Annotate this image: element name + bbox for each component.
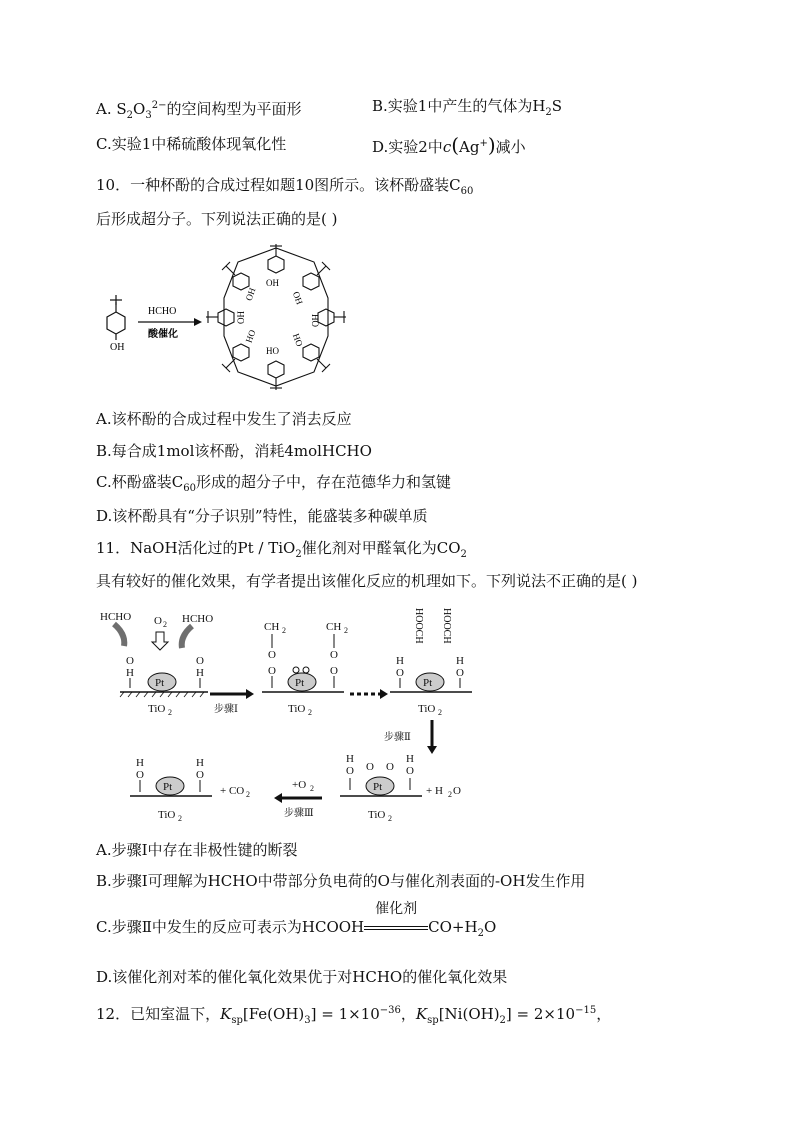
q9-option-c: C.实验1中稀硫酸体现氧化性 bbox=[96, 135, 287, 153]
svg-text:HO: HO bbox=[243, 328, 258, 345]
mechanism-figure bbox=[96, 604, 496, 828]
svg-text:2: 2 bbox=[168, 708, 172, 717]
svg-text:H: H bbox=[196, 667, 204, 679]
q10-option-c: C.杯酚盛装$C_{60}$形成的超分子中，存在范德华力和氢键 bbox=[96, 473, 451, 494]
q11-stem-line1: 11．NaOH活化过的Pt / TiO$_2$催化剂对甲醛氧化为$CO_2$ bbox=[96, 539, 467, 560]
q11-option-c: C.步骤Ⅱ中发生的反应可表示为HCOOH 催化剂 $CO+H_2O$ bbox=[96, 901, 497, 939]
svg-text:2: 2 bbox=[163, 620, 167, 629]
svg-text:O: O bbox=[330, 649, 338, 661]
svg-text:OH: OH bbox=[266, 278, 279, 288]
svg-text:O: O bbox=[330, 665, 338, 677]
svg-text:2: 2 bbox=[282, 626, 286, 635]
svg-text:Pt: Pt bbox=[423, 677, 433, 689]
svg-text:HOOCH: HOOCH bbox=[441, 608, 452, 644]
svg-text:O: O bbox=[366, 761, 374, 773]
reagent-hcho: HCHO bbox=[148, 306, 177, 317]
svg-text:O: O bbox=[126, 655, 134, 667]
q11-option-d: D.该催化剂对苯的催化氧化效果优于对HCHO的催化氧化效果 bbox=[96, 968, 508, 986]
svg-text:TiO: TiO bbox=[158, 809, 176, 821]
svg-text:HO: HO bbox=[290, 332, 305, 348]
svg-text:H: H bbox=[396, 655, 404, 667]
svg-text:O: O bbox=[406, 765, 414, 777]
svg-text:步骤Ⅱ: 步骤Ⅱ bbox=[384, 732, 411, 743]
svg-text:OH: OH bbox=[290, 290, 305, 306]
svg-text:O: O bbox=[196, 769, 204, 781]
q11-stem-line2: 具有较好的催化效果，有学者提出该催化反应的机理如下。下列说法不正确的是( ) bbox=[96, 572, 638, 590]
svg-text:HO: HO bbox=[310, 314, 320, 327]
svg-text:2: 2 bbox=[438, 708, 442, 717]
svg-text:O: O bbox=[453, 785, 461, 797]
svg-text:H: H bbox=[456, 655, 464, 667]
svg-text:O: O bbox=[268, 665, 276, 677]
svg-text:+ H: + H bbox=[426, 785, 443, 797]
svg-text:HOOCH: HOOCH bbox=[413, 608, 424, 644]
svg-text:2: 2 bbox=[388, 814, 392, 823]
svg-text:Pt: Pt bbox=[155, 677, 165, 689]
calixarene-synthesis-figure bbox=[96, 240, 356, 402]
svg-text:2: 2 bbox=[246, 790, 250, 799]
svg-text:2: 2 bbox=[178, 814, 182, 823]
q10-stem-line2: 后形成超分子。下列说法正确的是( ) bbox=[96, 210, 338, 228]
svg-text:O: O bbox=[386, 761, 394, 773]
q11-option-b: B.步骤Ⅰ可理解为HCHO中带部分负电荷的O与催化剂表面的-OH发生作用 bbox=[96, 872, 586, 890]
svg-text:O: O bbox=[136, 769, 144, 781]
svg-text:CH: CH bbox=[326, 621, 342, 633]
svg-text:OH: OH bbox=[243, 286, 258, 303]
svg-text:O: O bbox=[268, 649, 276, 661]
svg-text:2: 2 bbox=[308, 708, 312, 717]
svg-text:TiO: TiO bbox=[418, 703, 436, 715]
svg-text:+O: +O bbox=[292, 779, 307, 791]
svg-text:H: H bbox=[196, 757, 204, 769]
svg-text:O: O bbox=[346, 765, 354, 777]
svg-text:O: O bbox=[196, 655, 204, 667]
svg-text:TiO: TiO bbox=[288, 703, 306, 715]
svg-text:O: O bbox=[456, 667, 464, 679]
svg-text:H: H bbox=[136, 757, 144, 769]
q12-stem-line1: 12．已知室温下，$K_{sp}[Fe(OH)_3] = 1\times 10^{-36}$，$K_{sp}[Ni(OH)_2] = 2\times 10^{-15}$， bbox=[96, 1005, 612, 1026]
svg-text:Pt: Pt bbox=[163, 781, 173, 793]
catalyst-arrow: 催化剂 bbox=[364, 916, 428, 938]
q10-stem-line1: 10．一种杯酚的合成过程如题10图所示。该杯酚盛装$C_{60}$ bbox=[96, 176, 474, 197]
q10-option-a: A.该杯酚的合成过程中发生了消去反应 bbox=[96, 410, 352, 428]
svg-text:O: O bbox=[154, 615, 162, 627]
svg-text:2: 2 bbox=[310, 784, 314, 793]
reagent-acid-catalyst: 酸催化 bbox=[148, 329, 178, 340]
svg-text:步骤Ⅲ: 步骤Ⅲ bbox=[284, 808, 314, 819]
svg-text:OH: OH bbox=[236, 311, 246, 324]
svg-text:H: H bbox=[126, 667, 134, 679]
q10-option-d: D.该杯酚具有“分子识别”特性，能盛装多种碳单质 bbox=[96, 507, 428, 525]
svg-text:TiO: TiO bbox=[368, 809, 386, 821]
svg-text:H: H bbox=[406, 753, 414, 765]
svg-text:Pt: Pt bbox=[295, 677, 305, 689]
svg-text:HO: HO bbox=[266, 346, 279, 356]
q11-option-a: A.步骤Ⅰ中存在非极性键的断裂 bbox=[96, 841, 298, 859]
svg-text:CH: CH bbox=[264, 621, 280, 633]
q9-option-b: B.实验1中产生的气体为$H_2S$ bbox=[372, 97, 563, 118]
q9-option-d: D.实验2中c(Ag+)减小 bbox=[372, 133, 526, 157]
svg-text:Pt: Pt bbox=[373, 781, 383, 793]
svg-text:步骤Ⅰ: 步骤Ⅰ bbox=[214, 704, 238, 715]
svg-text:2: 2 bbox=[448, 790, 452, 799]
phenol-oh-label: OH bbox=[110, 342, 125, 353]
svg-text:TiO: TiO bbox=[148, 703, 166, 715]
svg-text:H: H bbox=[346, 753, 354, 765]
svg-text:+ CO: + CO bbox=[220, 785, 245, 797]
svg-text:2: 2 bbox=[344, 626, 348, 635]
svg-text:HCHO: HCHO bbox=[182, 613, 214, 625]
q9-option-a: A. $S_2O_3^{2-}$的空间构型为平面形 bbox=[96, 100, 302, 121]
svg-text:O: O bbox=[396, 667, 404, 679]
svg-text:HCHO: HCHO bbox=[100, 611, 132, 623]
q10-option-b: B.每合成1mol该杯酚，消耗4molHCHO bbox=[96, 442, 372, 460]
